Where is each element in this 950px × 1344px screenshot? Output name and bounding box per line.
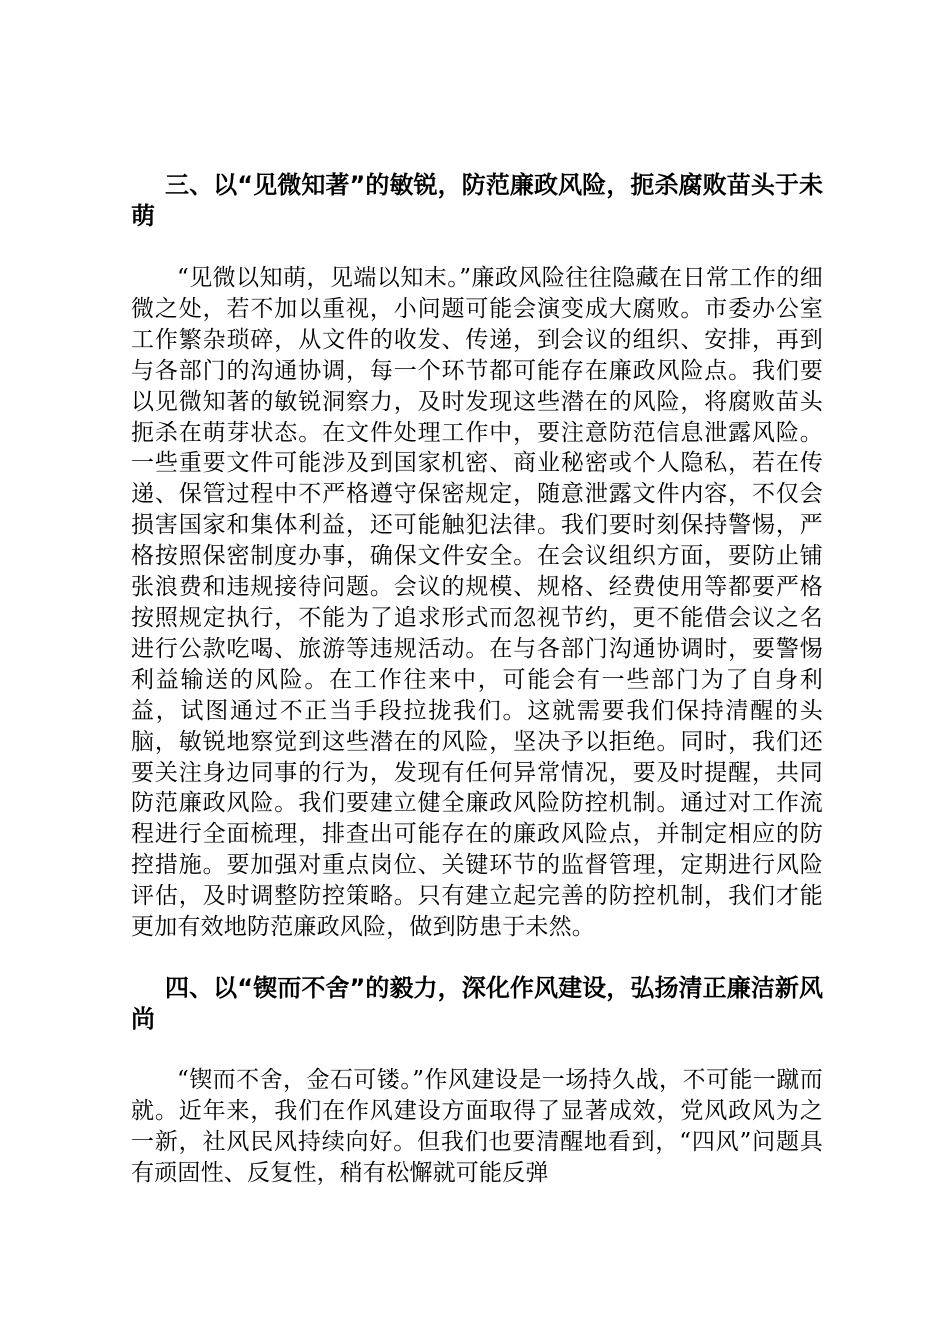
section-heading-3: 三、以“见微知著”的敏锐，防范廉政风险，扼杀腐败苗头于未萌 [131,171,823,230]
document-body [131,170,823,1189]
section-paragraph-3: “见微以知萌，见端以知末。”廉政风险往往隐藏在日常工作的细微之处，若不加以重视，小问题可能会演变成大腐败。市委办公室工作繁杂琐碎，从文件的收发、传递，到会议的组织、安排，再到与各部门的沟通协调，每一个环节都可能存在廉政风险点。我们要以见微知著的敏锐洞察力，及时发现这些潜在的风险，将腐败苗头扼杀在萌芽状态。在文件处理工作中，要注意防范信息泄露风险。一些重要文件可能涉及到国家机密、商业秘密或个人隐私，若在传递、保管过程中不严格遵守保密规定，随意泄露文件内容，不仅会损害国家和集体利益，还可能触犯法律。我们要时刻保持警惕，严格按照保密制度办事，确保文件安全。在会议组织方面，要防止铺张浪费和违规接待问题。会议的规模、规格、经费使用等都要严格按照规定执行，不能为了追求形式而忽视节约，更不能借会议之名进行公款吃喝、旅游等违规活动。在与各部门沟通协调时，要警惕利益输送的风险。在工作往来中，可能会有一些部门为了自身利益，试图通过不正当手段拉拢我们。这就需要我们保持清醒的头脑，敏锐地察觉到这些潜在的风险，坚决予以拒绝。同时，我们还要关注身边同事的行为，发现有任何异常情况，要及时提醒，共同防范廉政风险。我们要建立健全廉政风险防控机制。通过对工作流程进行全面梳理，排查出可能存在的廉政风险点，并制定相应的防控措施。要加强对重点岗位、关键环节的监督管理，定期进行风险评估，及时调整防控策略。只有建立起完善的防控机制，我们才能更加有效地防范廉政风险，做到防患于未然。 [131,265,823,941]
section-heading-4: 四、以“锲而不舍”的毅力，深化作风建设，弘扬清正廉洁新风尚 [131,973,823,1033]
section-paragraph-4: “锲而不舍，金石可镂。”作风建设是一场持久战，不可能一蹴而就。近年来，我们在作风建设方面取得了显著成效，党风政风为之一新，社风民风持续向好。但我们也要清醒地看到，“四风”问题具有顽固性、反复性，稍有松懈就可能反弹 [131,1066,823,1186]
